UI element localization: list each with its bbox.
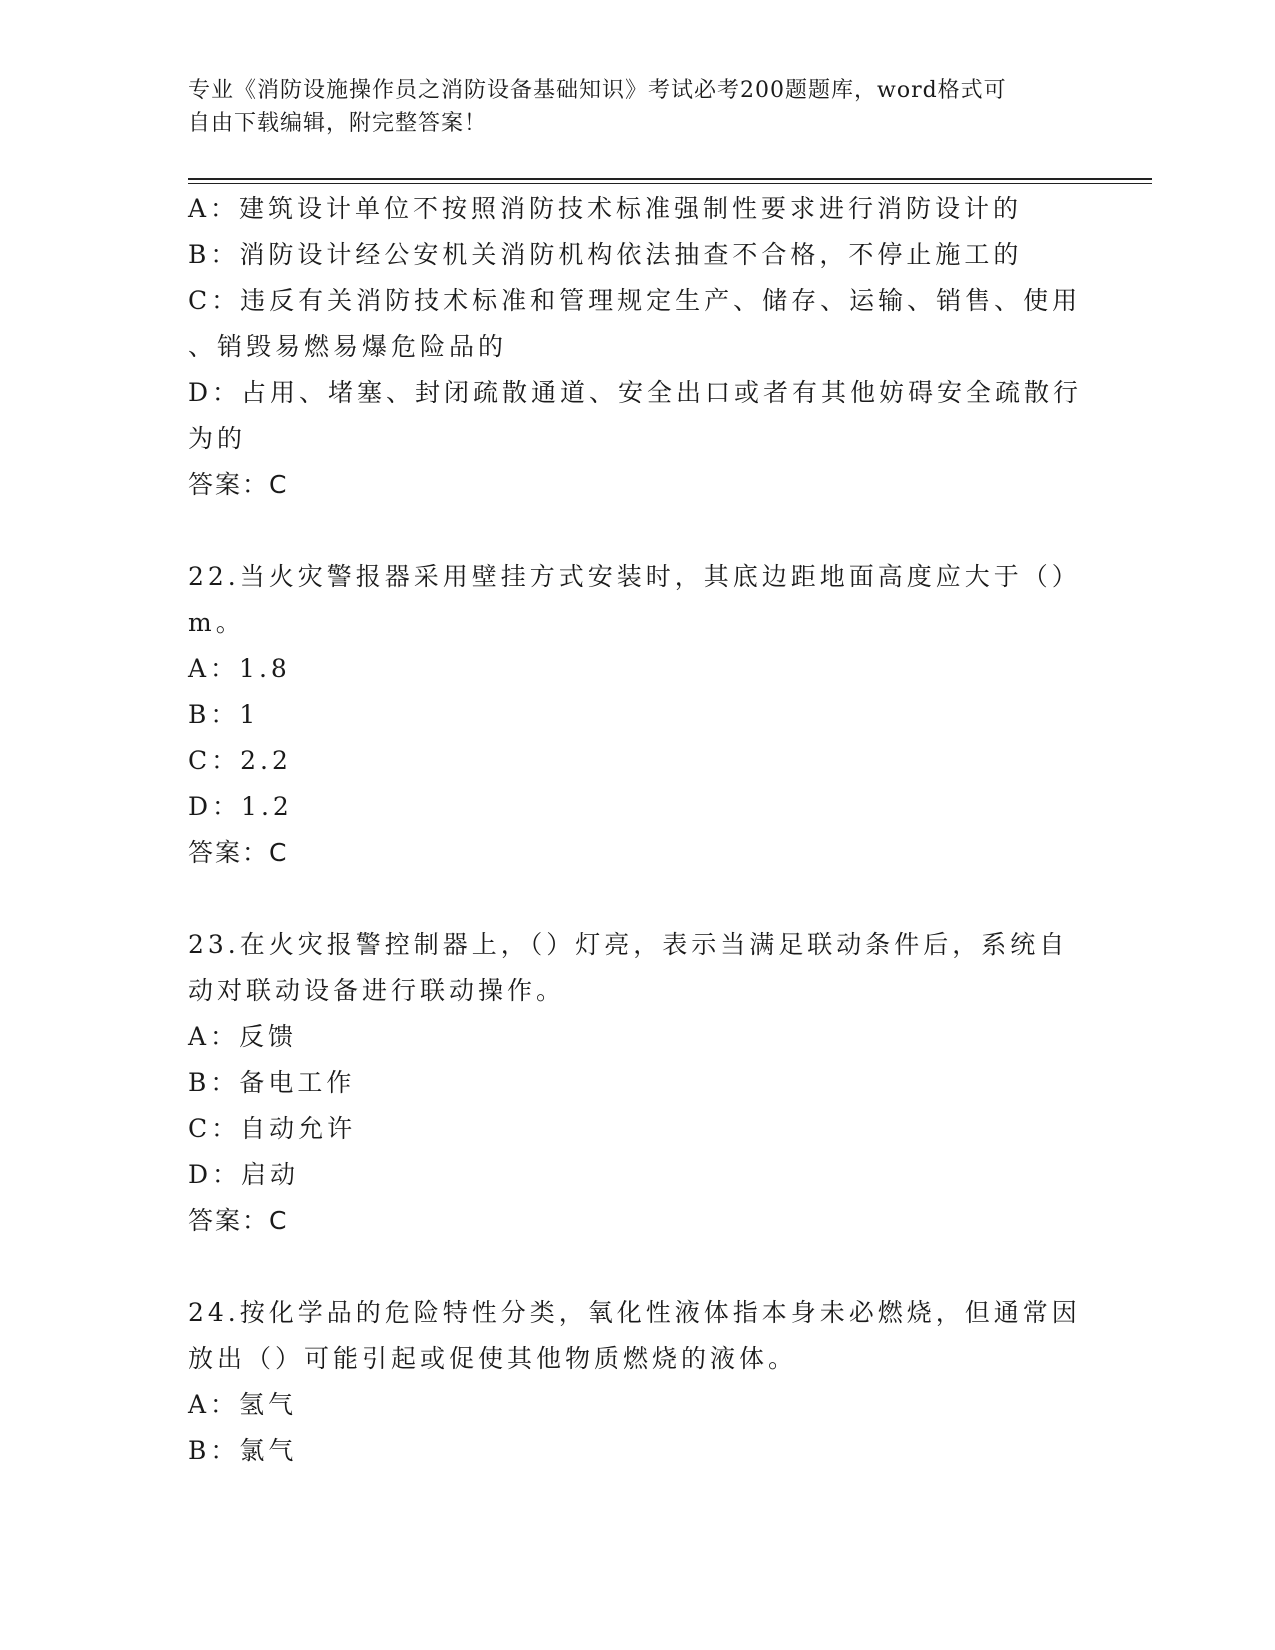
- option-d: D：1.2: [188, 792, 293, 821]
- question-24-block: [188, 1290, 1088, 1474]
- document-header: [188, 74, 1088, 140]
- answer: 答案：C: [188, 838, 289, 867]
- answer: 答案：C: [188, 1206, 289, 1235]
- option-b: B：消防设计经公安机关消防机构依法抽查不合格，不停止施工的: [188, 240, 1023, 269]
- question-stem: 23.在火灾报警控制器上，（）灯亮，表示当满足联动条件后，系统自: [188, 930, 1069, 959]
- question-stem: 24.按化学品的危险特性分类，氧化性液体指本身未必燃烧，但通常因: [188, 1298, 1081, 1327]
- option-d: D：启动: [188, 1160, 300, 1189]
- header-rule-thin: [188, 183, 1152, 184]
- option-c: C：2.2: [188, 746, 292, 775]
- question-21-block: [188, 186, 1088, 508]
- option-c: C：违反有关消防技术标准和管理规定生产、储存、运输、销售、使用: [188, 286, 1082, 315]
- option-d: D：占用、堵塞、封闭疏散通道、安全出口或者有其他妨碍安全疏散行: [188, 378, 1083, 407]
- question-stem-continued: m。: [188, 608, 245, 637]
- option-a: A：建筑设计单位不按照消防技术标准强制性要求进行消防设计的: [188, 194, 1023, 223]
- option-c-continued: 、销毁易燃易爆危险品的: [188, 332, 508, 361]
- question-23-block: [188, 922, 1088, 1244]
- spacer: [188, 508, 1088, 554]
- option-b: B：1: [188, 700, 260, 729]
- option-b: B：备电工作: [188, 1068, 356, 1097]
- question-stem-continued: 放出（）可能引起或促使其他物质燃烧的液体。: [188, 1344, 798, 1373]
- spacer: [188, 1244, 1088, 1290]
- option-a: A：氢气: [188, 1390, 298, 1419]
- option-a: A：1.8: [188, 654, 291, 683]
- header-line-2: 自由下载编辑，附完整答案！: [188, 111, 488, 136]
- header-rule-thick: [188, 178, 1152, 180]
- option-a: A：反馈: [188, 1022, 298, 1051]
- question-22-block: [188, 554, 1088, 876]
- question-content: [188, 186, 1088, 1474]
- option-d-continued: 为的: [188, 424, 247, 453]
- spacer: [188, 876, 1088, 922]
- answer: 答案：C: [188, 470, 289, 499]
- option-b: B：氯气: [188, 1436, 298, 1465]
- question-stem: 22.当火灾警报器采用壁挂方式安装时，其底边距地面高度应大于（）: [188, 562, 1081, 591]
- header-line-1: 专业《消防设施操作员之消防设备基础知识》考试必考200题题库，word格式可: [188, 78, 1007, 103]
- question-stem-continued: 动对联动设备进行联动操作。: [188, 976, 566, 1005]
- option-c: C：自动允许: [188, 1114, 357, 1143]
